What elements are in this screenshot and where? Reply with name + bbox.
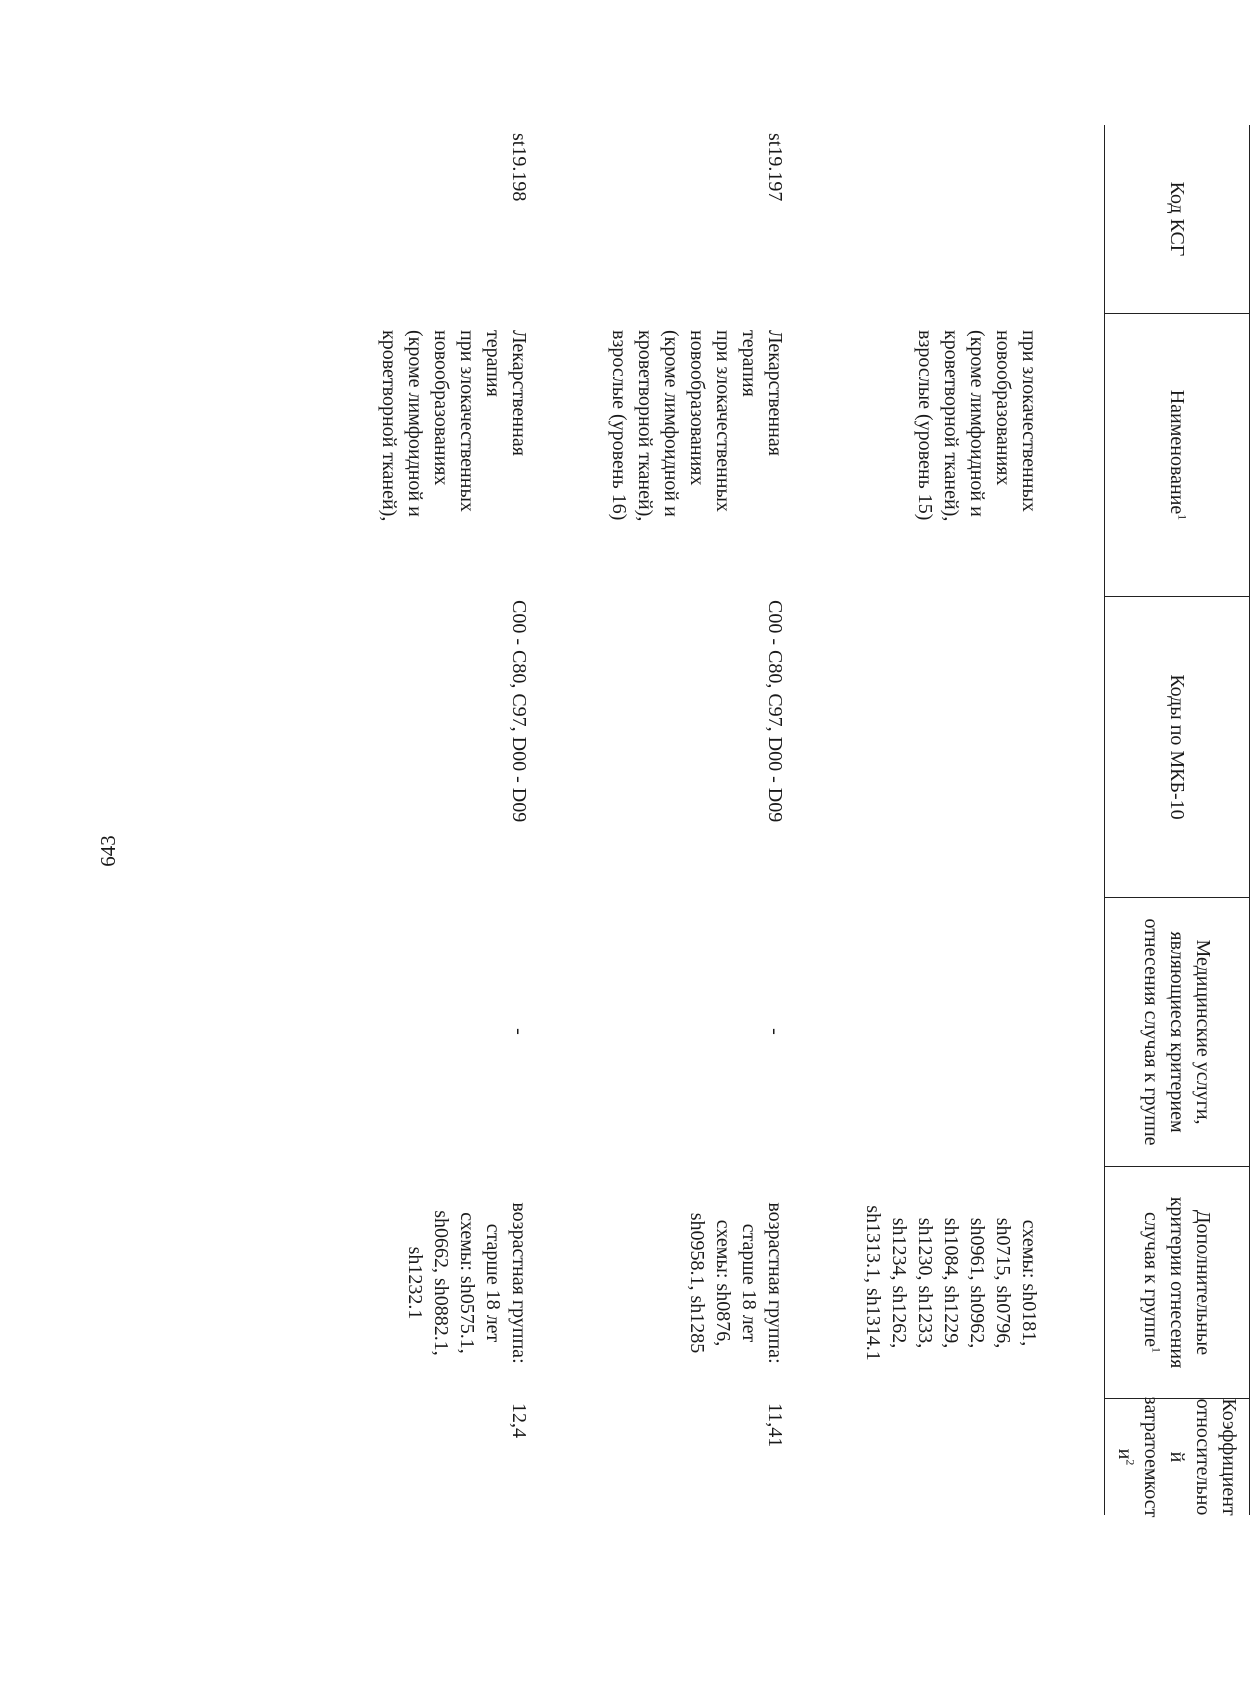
header-criteria-label [1139, 1175, 1217, 1390]
row1-services: - [764, 1028, 786, 1035]
header-code [1105, 125, 1250, 313]
row2-criteria: возрастная группа: старше 18 лет схемы: sh0575.1, sh0662, sh0882.1, sh1232.1 [404, 1202, 530, 1364]
header-coef-text: Коэффициент относительно й затратоемкост и [1114, 1396, 1241, 1518]
row2-services: - [508, 1028, 530, 1035]
header-icd [1105, 596, 1250, 897]
header-services [1105, 897, 1250, 1166]
header-name-text: Наименование [1166, 389, 1189, 515]
row1-name: Лекарственная терапия при злокачественных новообразованиях (кроме лимфоидной и кроветворной тканей), взрослые (уровень 16) [608, 330, 786, 522]
header-coef [1105, 1396, 1250, 1518]
header-criteria [1105, 1166, 1250, 1398]
header-criteria-footnote: 1 [1150, 1346, 1165, 1353]
header-services-label: Медицинские услуги, являющиеся критерием отнесения случая к группе [1140, 918, 1215, 1146]
row2-code: st19.198 [508, 133, 530, 202]
header-name-footnote: 1 [1176, 514, 1191, 521]
row2-name: Лекарственная терапия при злокачественных новообразованиях (кроме лимфоидной и кроветворной тканей), [378, 330, 530, 522]
header-icd-label: Коды по МКБ-10 [1166, 674, 1189, 820]
header-criteria-text: Дополнительные критерии отнесения случая к группе [1140, 1196, 1215, 1369]
header-name-label [1165, 390, 1191, 521]
row0-name: при злокачественных новообразованиях (кроме лимфоидной и кроветворной тканей), взрослые (уровень 15) [914, 330, 1040, 522]
row2-coef: 12,4 [508, 1403, 530, 1438]
table-grid [160, 125, 1250, 1518]
row1-icd: C00 - C80, C97, D00 - D09 [764, 600, 786, 823]
page-number: 643 [96, 835, 120, 867]
row1-code: st19.197 [764, 133, 786, 202]
header-coef-footnote: 2 [1124, 1459, 1139, 1466]
header-name [1105, 313, 1250, 596]
row0-criteria: схемы: sh0181, sh0715, sh0796, sh0961, sh0962, sh1084, sh1229, sh1230, sh1233, sh1234, sh1262, sh1313.1, sh1314.1 [862, 1205, 1040, 1361]
rotated-table [160, 125, 1250, 1518]
row1-coef: 11,41 [764, 1403, 786, 1448]
row1-criteria: возрастная группа: старше 18 лет схемы: sh0876, sh0958.1, sh1285 [686, 1202, 786, 1364]
row2-icd: C00 - C80, C97, D00 - D09 [508, 600, 530, 823]
header-coef-label [1113, 1397, 1243, 1518]
header-code-label: Код КСГ [1166, 181, 1189, 257]
